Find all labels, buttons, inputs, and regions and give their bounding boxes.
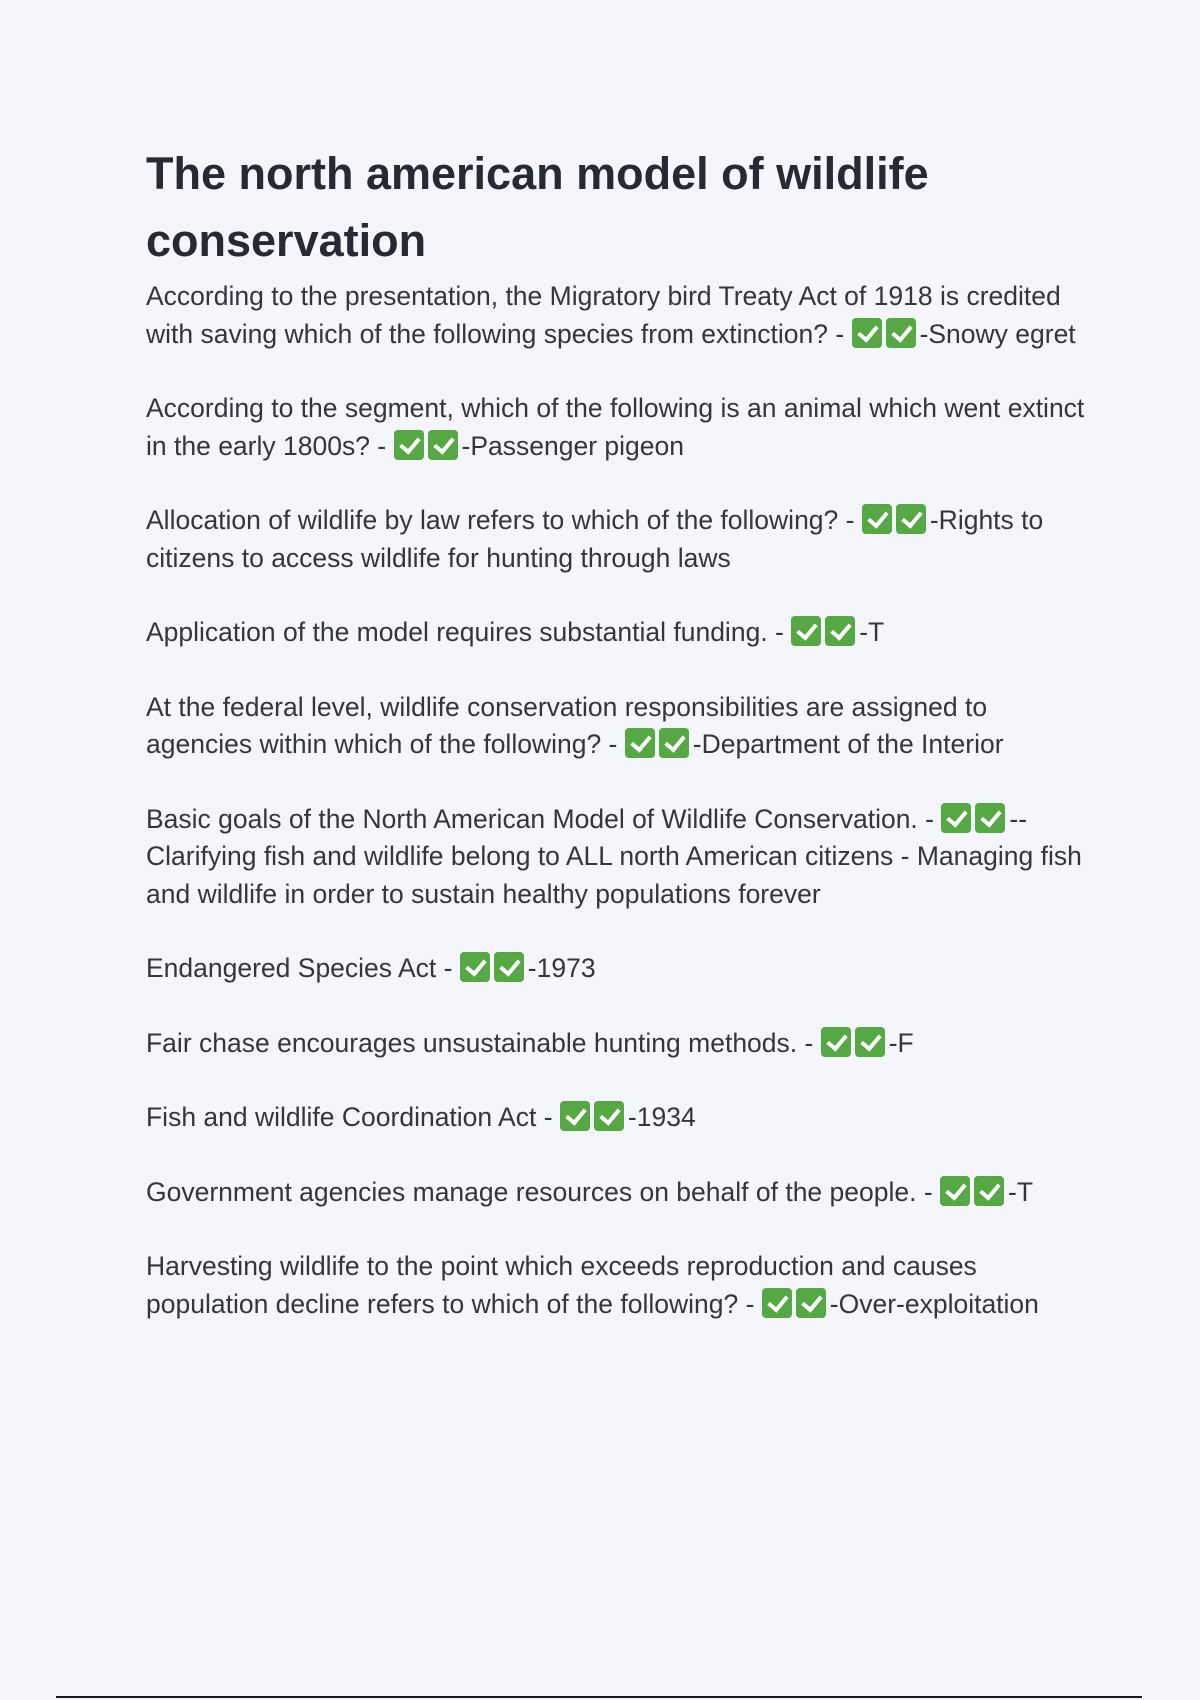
check-mark-icon <box>825 616 855 646</box>
qa-item <box>146 801 1086 914</box>
check-mark-icon <box>941 803 971 833</box>
answer-text: -Over-exploitation <box>829 1288 1039 1319</box>
check-mark-icon <box>855 1027 885 1057</box>
check-mark-icon <box>821 1027 851 1057</box>
qa-item <box>146 689 1086 764</box>
check-mark-icon <box>494 952 524 982</box>
question-text: Endangered Species Act - <box>146 953 453 983</box>
document-page <box>146 140 1086 1360</box>
check-mark-icon <box>625 728 655 758</box>
qa-item <box>146 278 1086 353</box>
question-text: According to the segment, which of the following is an animal which went extinct in the early 1800s? - <box>146 393 1085 461</box>
qa-item <box>146 1174 1086 1212</box>
document-title: The north american model of wildlife conservation <box>146 148 929 266</box>
page-bottom-rule <box>56 1696 1142 1698</box>
question-text: Allocation of wildlife by law refers to which of the following? - <box>146 505 855 535</box>
qa-item <box>146 1248 1086 1323</box>
answer-text: -1934 <box>627 1102 696 1132</box>
check-mark-icon <box>862 504 892 534</box>
qa-item <box>146 1025 1086 1063</box>
check-mark-icon <box>975 803 1005 833</box>
question-text: According to the presentation, the Migratory bird Treaty Act of 1918 is credited with saving which of the following species from extinction? - <box>146 281 1061 349</box>
check-mark-icon <box>974 1176 1004 1206</box>
qa-item <box>146 390 1086 465</box>
check-mark-icon <box>394 430 424 460</box>
check-mark-icon <box>594 1101 624 1131</box>
check-mark-icon <box>796 1288 826 1318</box>
question-text: Basic goals of the North American Model of Wildlife Conservation. - <box>146 803 934 834</box>
answer-text: -Department of the Interior <box>692 729 1004 759</box>
qa-item <box>146 950 1086 988</box>
question-text: At the federal level, wildlife conservation responsibilities are assigned to agencies within which of the following? - <box>146 691 988 759</box>
answer-text: -- Clarifying fish and wildlife belong to ALL north American citizens - Managing fish and wildlife in order to sustain healthy populations forever <box>146 803 1082 909</box>
check-mark-icon <box>791 616 821 646</box>
check-mark-icon <box>852 318 882 348</box>
check-mark-icon <box>886 318 916 348</box>
qa-item <box>146 502 1086 577</box>
check-mark-icon <box>560 1101 590 1131</box>
qa-item <box>146 1099 1086 1137</box>
question-text: Application of the model requires substantial funding. - <box>146 617 784 647</box>
question-text: Government agencies manage resources on behalf of the people. - <box>146 1176 933 1207</box>
check-mark-icon <box>762 1288 792 1318</box>
qa-item <box>146 614 1086 652</box>
answer-text: -Rights to citizens to access wildlife for hunting through laws <box>146 505 1044 573</box>
question-text: Fish and wildlife Coordination Act - <box>146 1102 553 1132</box>
question-text: Fair chase encourages unsustainable hunting methods. - <box>146 1027 814 1058</box>
question-text: Harvesting wildlife to the point which exceeds reproduction and causes population decline refers to which of the following? - <box>146 1251 977 1319</box>
check-mark-icon <box>460 952 490 982</box>
check-mark-icon <box>940 1176 970 1206</box>
answer-text: -T <box>859 617 885 647</box>
answer-text: -1973 <box>527 953 596 983</box>
answer-text: -F <box>888 1027 914 1058</box>
check-mark-icon <box>428 430 458 460</box>
check-mark-icon <box>659 728 689 758</box>
answer-text: -Snowy egret <box>919 318 1076 349</box>
check-mark-icon <box>896 504 926 534</box>
answer-text: -T <box>1008 1176 1034 1207</box>
answer-text: -Passenger pigeon <box>461 430 684 461</box>
